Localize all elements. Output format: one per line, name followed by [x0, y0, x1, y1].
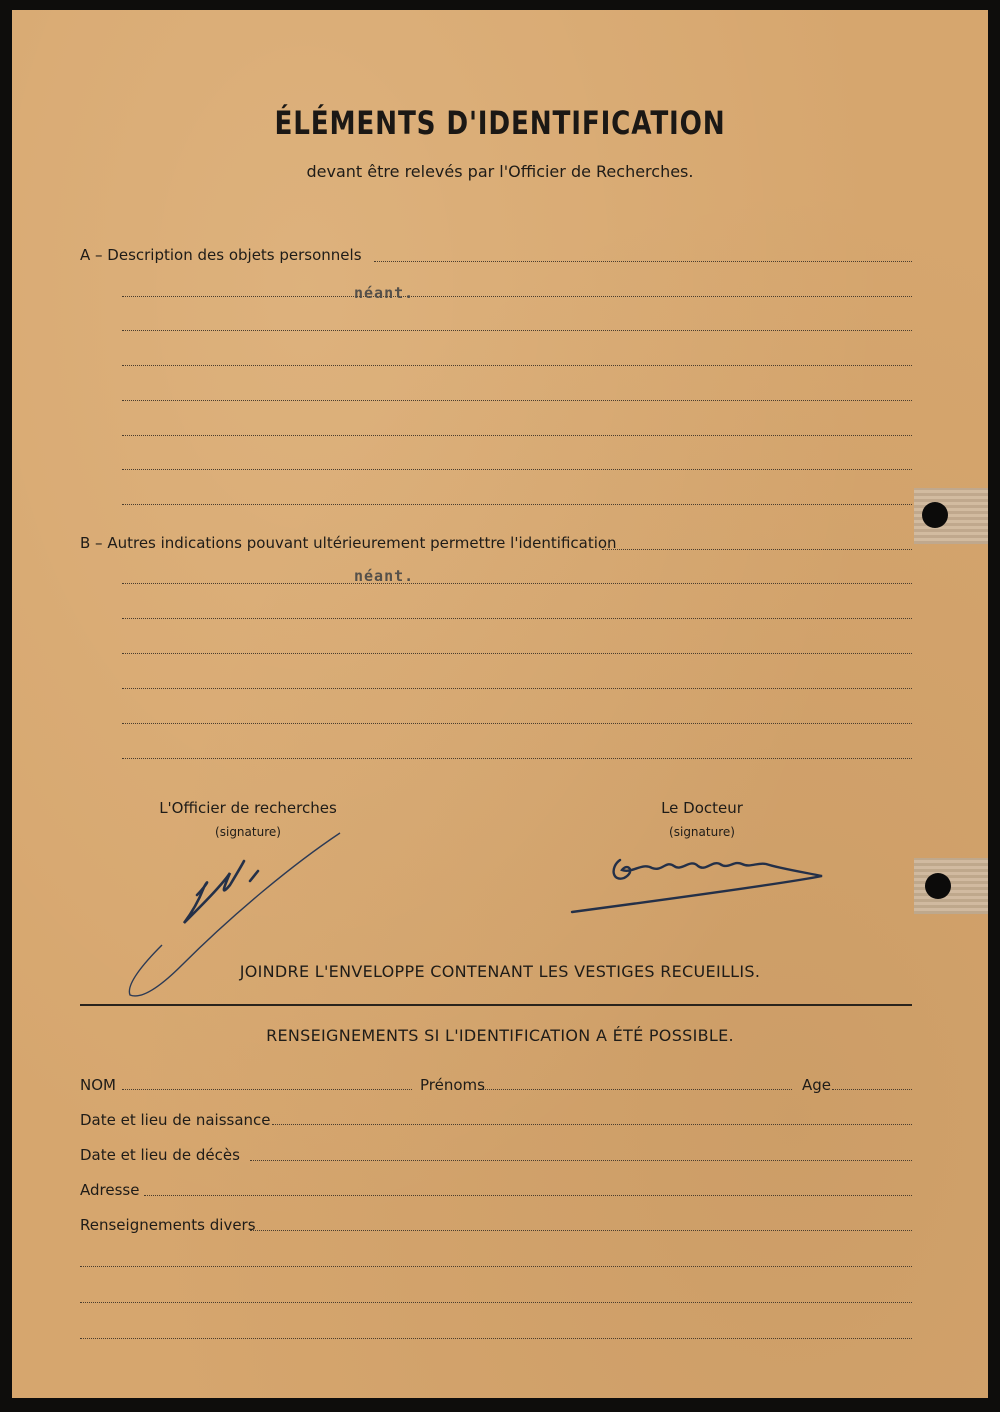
naissance-field[interactable] — [272, 1124, 912, 1125]
section-b-line-7 — [122, 758, 912, 759]
section-b-line-4 — [122, 653, 912, 654]
section-b-line-3 — [122, 618, 912, 619]
section-a-line-2 — [122, 296, 912, 297]
punch-hole-top — [922, 502, 948, 528]
divers-field-line-1[interactable] — [250, 1230, 912, 1231]
section-b-line-5 — [122, 688, 912, 689]
section-a-line-8 — [122, 504, 912, 505]
doctor-title: Le Docteur — [661, 799, 743, 817]
section-divider — [80, 1004, 912, 1006]
divers-field-line-4[interactable] — [80, 1338, 912, 1339]
divers-field-line-3[interactable] — [80, 1302, 912, 1303]
adresse-field[interactable] — [144, 1195, 912, 1196]
naissance-label: Date et lieu de naissance — [80, 1111, 271, 1129]
age-field[interactable] — [832, 1089, 912, 1090]
section-a-label: A – Description des objets personnels — [80, 246, 362, 264]
page-subtitle: devant être relevés par l'Officier de Recherches. — [306, 162, 694, 181]
doctor-signature — [562, 842, 842, 927]
section-b-line-6 — [122, 723, 912, 724]
section-b-typed-value: néant. — [354, 567, 415, 585]
page-title: ÉLÉMENTS D'IDENTIFICATION — [274, 104, 726, 142]
punch-hole-bottom — [925, 873, 951, 899]
doctor-signature-note: (signature) — [669, 825, 735, 839]
identification-heading: RENSEIGNEMENTS SI L'IDENTIFICATION A ÉTÉ POSSIBLE. — [266, 1026, 734, 1045]
deces-field[interactable] — [250, 1160, 912, 1161]
section-a-line-4 — [122, 365, 912, 366]
section-a-line-7 — [122, 469, 912, 470]
nom-field[interactable] — [122, 1089, 412, 1090]
envelope-instruction: JOINDRE L'ENVELOPPE CONTENANT LES VESTIGES RECUEILLIS. — [239, 962, 761, 981]
section-a-typed-value: néant. — [354, 284, 415, 302]
age-label: Age — [802, 1076, 832, 1094]
deces-label: Date et lieu de décès — [80, 1146, 240, 1164]
nom-label: NOM — [80, 1076, 116, 1094]
officer-signature — [112, 825, 352, 1010]
section-a-line-5 — [122, 400, 912, 401]
section-b-line-1 — [602, 549, 912, 550]
section-a-line-3 — [122, 330, 912, 331]
divers-field-line-2[interactable] — [80, 1266, 912, 1267]
prenoms-field[interactable] — [482, 1089, 792, 1090]
adresse-label: Adresse — [80, 1181, 140, 1199]
section-a-line-1 — [374, 261, 912, 262]
officer-title: L'Officier de recherches — [159, 799, 337, 817]
section-b-label: B – Autres indications pouvant ultérieurement permettre l'identification — [80, 534, 617, 552]
form-page — [12, 10, 988, 1398]
divers-label: Renseignements divers — [80, 1216, 256, 1234]
prenoms-label: Prénoms — [420, 1076, 485, 1094]
section-b-line-2 — [122, 583, 912, 584]
section-a-line-6 — [122, 435, 912, 436]
officer-signature-note: (signature) — [215, 825, 281, 839]
